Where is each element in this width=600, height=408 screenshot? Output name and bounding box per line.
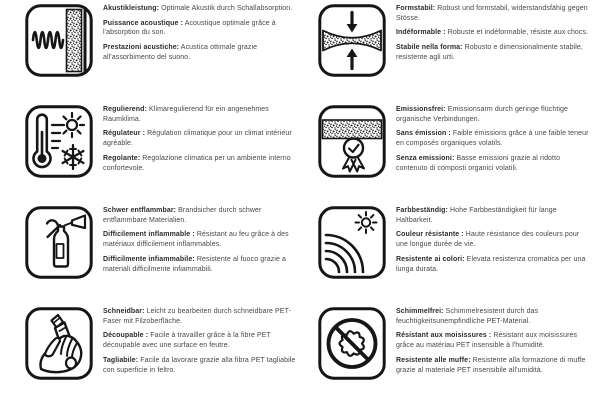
feature-text-block [396,4,593,68]
feature-paragraph-fr [103,331,300,350]
feature-text-block [103,307,300,380]
feature-label: Couleur résistante : [396,231,464,239]
feature-description: Régulation climatique pour un climat intérieur agréable. [103,130,292,148]
feature-paragraph-de [103,206,300,225]
emission-free-icon [318,105,386,178]
feature-item-flame-resistant [25,206,300,307]
feature-paragraph-it [103,255,300,274]
feature-description: Faible émissions grâce à une faible teneur en composés organiques volatils. [396,130,589,148]
feature-item-regulating [25,105,300,206]
feature-label: Schneidbar: [103,308,145,315]
feature-paragraph-it [103,154,300,173]
feature-description: Resistente alla formazione di muffe grazie al materiale PET insensibile all'umidità. [396,356,586,374]
feature-label: Schimmelfrei: [396,308,444,315]
feature-description: Brandsicher durch schwer entflammbare Materialien. [103,207,262,224]
feature-paragraph-it [103,43,300,62]
feature-label: Indéformable : [396,29,446,37]
feature-text-block [396,206,593,279]
feature-paragraph-de [396,105,593,124]
feature-description: Facile à travailler grâce à la fibre PET découpable avec une surface en feutre. [103,332,271,350]
feature-description: Robuste et indéformable, résiste aux chocs. [447,29,589,37]
feature-paragraph-de [103,4,300,14]
feature-paragraph-fr [396,28,593,38]
feature-paragraph-de [396,307,593,326]
feature-paragraph-de [103,307,300,326]
feature-label: Difficilmente infiammabile: [103,255,195,263]
feature-description: Basse emissioni grazie al ridotto contenuto di composti organici volatili. [396,154,561,172]
no-mold-icon [318,307,386,380]
feature-paragraph-it [396,43,593,62]
feature-paragraph-it [396,154,593,173]
feature-label: Regulierend: [103,106,147,113]
feature-item-acoustic [25,4,300,105]
feature-label: Prestazioni acustiche: [103,44,180,52]
feature-label: Difficilement inflammable : [103,231,195,239]
feature-paragraph-it [103,356,300,375]
fire-extinguisher-icon [25,206,93,279]
feature-label: Emissionsfrei: [396,106,446,113]
feature-description: Robusto e dimensionalmente stabile, resistente agli urti. [396,44,583,61]
feature-description: Acustica ottimale grazie all'assorbimento del suono. [103,44,258,61]
feature-description: Elevata resistenza cromatica per una lunga durata. [396,255,586,273]
feature-text-block [396,105,593,178]
feature-label: Tagliabile: [103,356,139,364]
feature-text-block [396,307,593,380]
feature-label: Resistente ai colori: [396,255,465,263]
feature-text-block [103,206,300,279]
feature-description: Leicht zu bearbeiten durch schneidbare PET-Faser mit Filzoberfläche. [103,308,291,325]
feature-item-colorfast [318,206,593,307]
feature-item-form-stable [318,4,593,105]
hand-cutter-icon [25,307,93,380]
feature-description: Optimale Akustik durch Schallabsorption. [161,5,293,12]
feature-description: Emissionsarm durch geringe flüchtige organische Verbindungen. [396,106,569,123]
feature-description: Robust und formstabil, widerstandsfähig gegen Stösse. [396,5,588,22]
feature-label: Resistente alle muffe: [396,356,471,364]
feature-paragraph-fr [103,129,300,148]
feature-label: Sans émission : [396,130,451,138]
feature-label: Farbbeständig: [396,207,448,214]
feature-description: Regolazione climatica per un ambiente interno confortevole. [103,154,291,172]
feature-description: Résistant au feu grâce à des matériaux difficilement inflammables. [103,231,289,249]
feature-description: Schimmelresistent durch das feuchtigkeitsunempfindliche PET-Material. [396,308,539,325]
feature-description: Acoustique optimale grâce à l'absorption du son. [103,19,276,37]
feature-label: Regolante: [103,154,141,162]
feature-paragraph-fr [396,129,593,148]
feature-paragraph-fr [396,331,593,350]
color-fastness-icon [318,206,386,279]
feature-paragraph-fr [103,230,300,249]
feature-description: Klimaregulierend für ein angenehmes Raumklima. [103,106,269,123]
feature-label: Puissance acoustique : [103,19,184,27]
feature-description: Resistente al fuoco grazie a materiali difficilmente infiammabili. [103,255,287,273]
feature-label: Résistant aux moisissures : [396,332,492,340]
feature-text-block [103,4,300,68]
feature-label: Découpable : [103,332,149,340]
feature-paragraph-de [396,4,593,23]
shape-stability-icon [318,4,386,77]
feature-label: Régulateur : [103,130,146,138]
feature-paragraph-de [103,105,300,124]
acoustic-absorption-icon [25,4,93,77]
feature-description: Facile da lavorare grazie alla fibra PET tagliabile con superficie in feltro. [103,356,296,374]
feature-paragraph-fr [103,19,300,38]
feature-paragraph-fr [396,230,593,249]
feature-item-cuttable [25,307,300,408]
feature-paragraph-it [396,356,593,375]
climate-regulation-icon [25,105,93,178]
feature-paragraph-it [396,255,593,274]
feature-item-mold-free [318,307,593,408]
feature-label: Schwer entflammbar: [103,207,177,214]
feature-description: Haute résistance des couleurs pour une longue durée de vie. [396,231,580,249]
feature-label: Akustikleistung: [103,5,160,12]
feature-description: Résistant aux moisissures grâce au matériau PET insensible à l'humidité. [396,332,578,350]
feature-text-block [103,105,300,178]
feature-paragraph-de [396,206,593,225]
feature-label: Formstabil: [396,5,436,12]
feature-label: Senza emissioni: [396,154,455,162]
feature-item-emission-free [318,105,593,206]
feature-label: Stabile nella forma: [396,44,463,52]
feature-description: Hohe Farbbeständigkeit für lange Haltbarkeit. [396,207,557,224]
